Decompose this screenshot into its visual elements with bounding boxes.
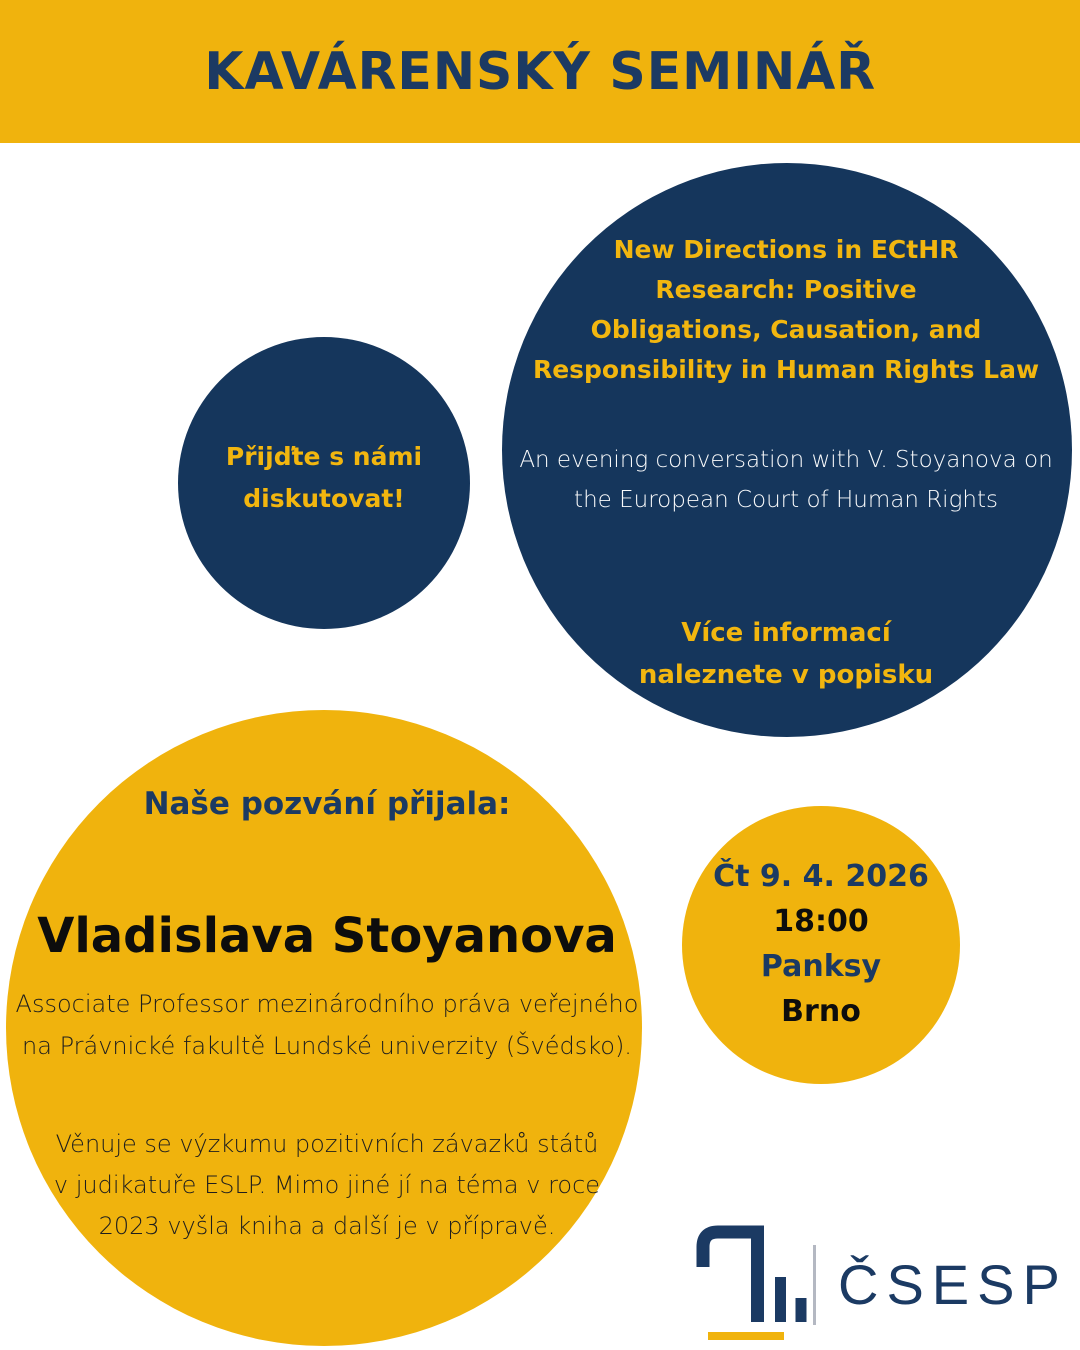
- speaker-affiliation-line-1: Associate Professor mezinárodního práva veřejného: [15, 990, 639, 1018]
- event-time: 18:00: [773, 904, 869, 939]
- top-banner: [0, 0, 1080, 143]
- invite-text: [164, 436, 484, 520]
- event-title: [486, 230, 1080, 390]
- speaker-heading: Naše pozvání přijala:: [143, 786, 511, 822]
- speaker-bio-line-2: v judikatuře ESLP. Mimo jiné jí na téma v roce: [53, 1171, 601, 1199]
- event-subtitle-line-1: An evening conversation with V. Stoyanova on: [519, 447, 1053, 473]
- speaker-affiliation-line-2: na Právnické fakultě Lundské univerzity (Švédsko).: [22, 1032, 632, 1060]
- pillar-logo-icon: [694, 1222, 814, 1344]
- speaker-name: Vladislava Stoyanova: [37, 908, 617, 964]
- event-title-line-3: Obligations, Causation, and: [590, 315, 982, 344]
- event-info-line-1: Více informací: [681, 618, 891, 648]
- speaker-bio: [17, 1124, 637, 1247]
- speaker-bio-line-1: Věnuje se výzkumu pozitivních závazků států: [55, 1130, 599, 1158]
- event-date: Čt 9. 4. 2026: [713, 859, 929, 894]
- venue-city: Brno: [781, 994, 861, 1029]
- logo-divider: [813, 1245, 816, 1325]
- invite-line-1: Přijďte s námi: [225, 442, 423, 471]
- event-subtitle-line-2: the European Court of Human Rights: [574, 487, 998, 513]
- logo-wordmark: ČSESP: [838, 1252, 1068, 1316]
- speaker-affiliation: [7, 983, 647, 1067]
- event-title-line-2: Research: Positive: [655, 275, 917, 304]
- event-subtitle: [476, 440, 1080, 520]
- event-more-info: [486, 612, 1080, 696]
- speaker-bio-line-3: 2023 vyšla kniha a další je v přípravě.: [98, 1212, 556, 1240]
- event-details: [671, 854, 971, 1034]
- invite-line-2: diskutovat!: [243, 484, 405, 513]
- event-title-line-1: New Directions in ECtHR: [613, 235, 959, 264]
- poster-title: KAVÁRENSKÝ SEMINÁŘ: [204, 41, 876, 102]
- venue-name: Panksy: [760, 949, 882, 984]
- event-info-line-2: naleznete v popisku: [638, 660, 934, 690]
- event-title-line-4: Responsibility in Human Rights Law: [532, 355, 1040, 384]
